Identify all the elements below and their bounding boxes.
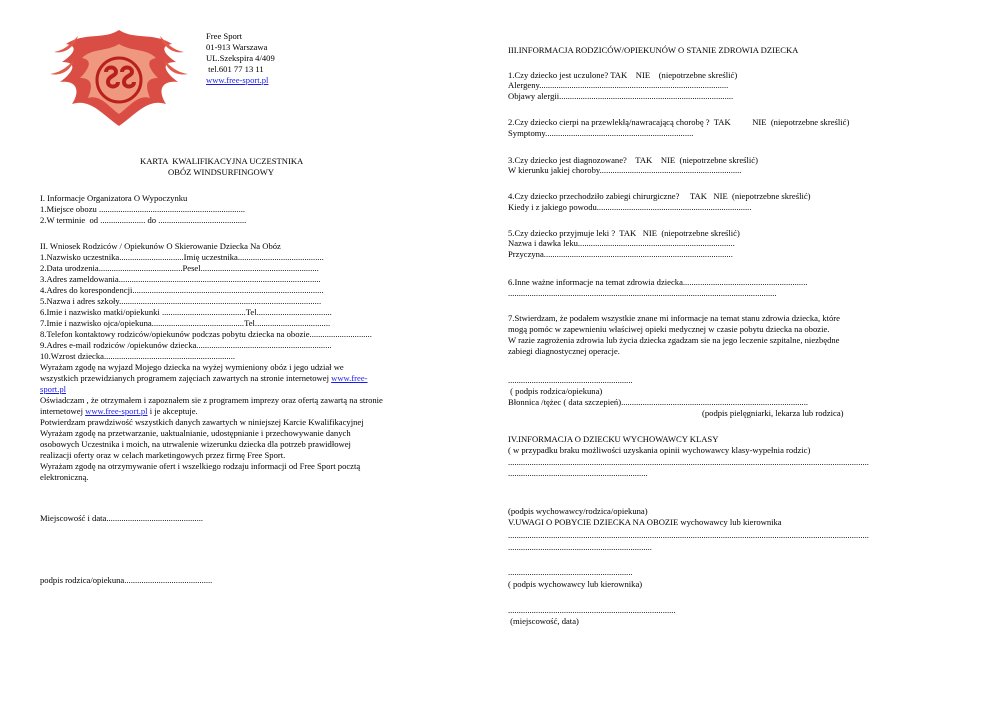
teacher-opinion-line1: ........................................................................................................................................................................ [508,457,869,467]
form-title-line1: KARTA KWALIFIKACYJNA UCZESTNIKA [140,156,304,166]
health-line: Kiedy i z jakiego powodu........................................................................ [508,202,752,212]
health-line: 6.Inne ważne informacje na temat zdrowia dziecka.......................................................... [508,277,808,287]
field-school: 5.Nazwa i adres szkoły.............................................................................................. [40,296,322,306]
nurse-sign-label: (podpis pielęgniarki, lekarza lub rodzica) [702,408,844,418]
health-line: Nazwa i dawka leku......................................................................... [508,238,735,248]
health-line: ............................................................................................................................. [508,288,777,298]
company-street: UL.Szekspira 4/409 [206,53,275,63]
health-line: Przyczyna........................................................................................ [508,249,733,259]
consent-trip-link-part2[interactable]: sport.pl [40,384,67,394]
health-line: 2.Czy dziecko cierpi na przewlekłą/nawracającą chorobę ? TAK NIE (niepotrzebne skreślić) [508,117,850,127]
consent-offers-line2: elektroniczną. [40,472,89,482]
place-date-field: Miejscowość i data............................................. [40,513,204,523]
company-postal: 01-913 Warszawa [206,42,268,52]
statement-sign-line: .......................................................... [508,375,633,385]
consent-trip-line1: Wyrażam zgodę na wyjazd Mojego dziecka na wyżej wymieniony obóz i jego udział we [40,362,344,372]
field-correspondence: 4.Adres do korespondencji......................................................................................... [40,285,324,295]
consent-truthfulness: Potwierdzam prawdziwość wszystkich danych zawartych w niniejszej Karcie Kwalifikacyjnej [40,417,364,427]
section4-subtitle: ( w przypadku braku możliwości uzyskania opinii wychowawcy klasy-wypełnia rodzic) [508,445,811,455]
field-height: 10.Wzrost dziecka............................................................. [40,351,236,361]
field-phone: 8.Telefon kontaktowy rodziców/opiekunów podczas pobytu dziecka na obozie............................. [40,329,372,339]
field-father: 7.Imie i nazwisko ojca/opiekuna...........................................Tel................................... [40,318,331,328]
consent-data-line2: osobowych Uczestnika i moich, na utrwalenie wizerunku dziecka dla potrzeb prawidłowej [40,439,351,449]
flame-emblem-icon [44,22,194,132]
statement-sign-label: ( podpis rodzica/opiekuna) [508,386,603,396]
field-address: 3.Adres zameldowania.............................................................................................. [40,274,321,284]
camp-remarks-line2: ................................................................... [508,542,652,552]
statement-line1: 7.Stwierdzam, że podałem wszystkie znane mi informacje na temat stanu zdrowia dziecka, które [508,313,840,323]
health-line: 1.Czy dziecko jest uczulone? TAK NIE (niepotrzebne skreślić) [508,70,738,80]
camp-remarks-line1: ........................................................................................................................................................................ [508,530,869,540]
tetanus-field: Błonnica /tężec ( data szczepień)....................................................................................... [508,397,809,407]
section3-title: III.INFORMACJA RODZICÓW/OPIEKUNÓW O STANIE ZDROWIA DZIECKA [508,45,799,55]
field-email: 9.Adres e-mail rodziców /opiekunów dziecka............................................................... [40,340,332,350]
company-phone: tel.601 77 13 11 [206,64,264,74]
consent-trip-link-part1[interactable]: www.free- [331,373,368,383]
field-name: 1.Nazwisko uczestnika..............................Imię uczestnika........................................ [40,252,324,262]
teacher-sign-label: (podpis wychowawcy/rodzica/opiekuna) [508,506,648,516]
consent-trip-line2 [40,373,368,383]
section5-title: V.UWAGI O POBYCIE DZIECKA NA OBOZIE wychowawcy lub kierownika [508,517,782,527]
consent-data-line3: realizacji oferty oraz w celach marketingowych przez firmę Free Sport. [40,450,286,460]
camp-term-field: 2.W terminie od ..................... do ......................................... [40,215,247,225]
consent-program-line1: Oświadczam , że otrzymałem i zapoznałem sie z programem imprezy oraz ofertą zawartą na stronie [40,395,383,405]
consent-program-text: internetowej [40,406,86,416]
consent-program-tail: i je akceptuje. [147,406,198,416]
form-title-line2: OBÓZ WINDSURFINGOWY [168,167,275,177]
health-line: 3.Czy dziecko jest diagnozowane? TAK NIE (niepotrzebne skreślić) [508,155,758,165]
health-line: Alergeny........................................................................................ [508,80,729,90]
health-line: 4.Czy dziecko przechodziło zabiegi chirurgiczne? TAK NIE (niepotrzebne skreślić) [508,191,811,201]
company-website-link[interactable]: www.free-sport.pl [206,75,269,85]
health-line: W kierunku jakiej choroby.................................................................. [508,165,742,175]
statement-line2: mogą pomóc w zapewnieniu właściwej opieki medycznej w czasie pobytu dziecka na obozie. [508,324,830,334]
parent-signature-field: podpis rodzica/opiekuna......................................... [40,575,213,585]
health-line: Objawy alergii................................................................................. [508,91,734,101]
consent-program-link[interactable]: www.free-sport.pl [85,406,148,416]
statement-line3: W razie zagrożenia zdrowia lub życia dziecka zgadzam sie na jego leczenie szpitalne, niezbędne [508,335,840,345]
field-birthdate: 2.Data urodzenia.......................................Pesel....................................................... [40,263,319,273]
consent-data-line1: Wyrażam zgodę na przetwarzanie, uaktualnianie, udostępnianie i przechowywanie danych [40,428,351,438]
field-mother: 6.Imie i nazwisko matki/opiekunki .......................................Tel................................... [40,307,332,317]
statement-line4: zabiegi diagnostycznej operacje. [508,346,620,356]
leader-sign-line: .......................................................... [508,567,633,577]
final-place-line: .............................................................................. [508,605,676,615]
section2-title: II. Wniosek Rodziców / Opiekunów O Skierowanie Dziecka Na Obóz [40,241,281,251]
health-line: Symptomy..................................................................... [508,128,694,138]
camp-place-field: 1.Miejsce obozu .................................................................... [40,204,246,214]
teacher-opinion-line2: ................................................................. [508,468,648,478]
consent-program-line2 [40,406,198,416]
company-name: Free Sport [206,31,243,41]
section4-title: IV.INFORMACJA O DZIECKU WYCHOWAWCY KLASY [508,434,719,444]
leader-sign-label: ( podpis wychowawcy lub kierownika) [508,579,643,589]
section1-title: I. Informacje Organizatora O Wypoczynku [40,193,188,203]
health-line: 5.Czy dziecko przyjmuje leki ? TAK NIE (niepotrzebne skreślić) [508,228,740,238]
final-place-label: (miejscowość, data) [508,616,579,626]
consent-offers-line1: Wyrażam zgodę na otrzymywanie ofert i wszelkiego rodzaju informacji od Free Sport pocztą [40,461,361,471]
consent-trip-text: wszystkich przewidzianych programem zajęciach zawartych na stronie internetowej [40,373,332,383]
